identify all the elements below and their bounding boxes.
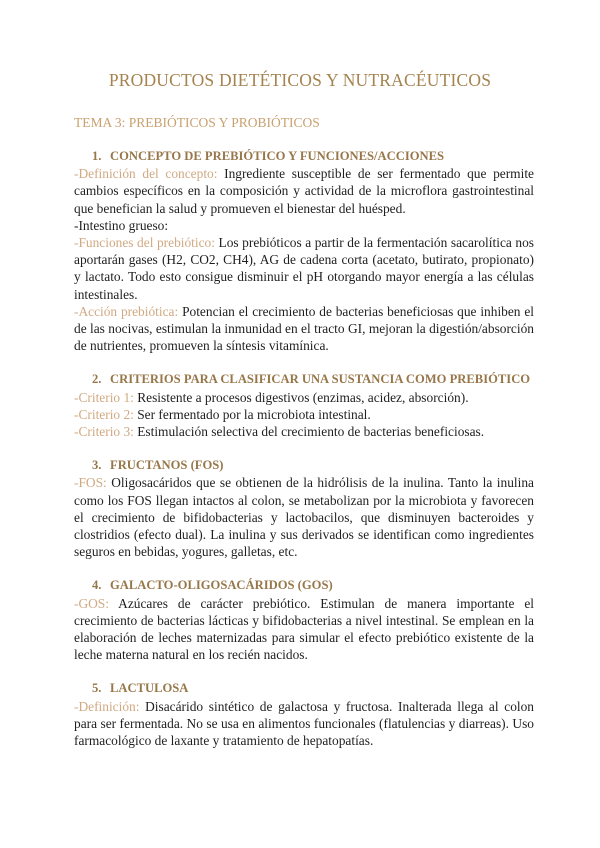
section-2 — [74, 371, 534, 440]
section-number: 5. — [92, 681, 102, 696]
section-number: 2. — [92, 372, 102, 387]
paragraph — [74, 474, 534, 560]
paragraph-label: -FOS: — [74, 475, 107, 491]
section-number: 4. — [92, 578, 102, 593]
paragraph-text: Estimulación selectiva del crecimiento de bacterias beneficiosas. — [133, 424, 485, 440]
section-title: CRITERIOS PARA CLASIFICAR UNA SUSTANCIA COMO PREBIÓTICO — [110, 372, 531, 387]
section-title: CONCEPTO DE PREBIÓTICO Y FUNCIONES/ACCIONES — [110, 149, 445, 163]
paragraph-label: -GOS: — [74, 595, 109, 611]
section-4 — [74, 577, 534, 663]
section-heading — [74, 680, 534, 697]
paragraph — [74, 234, 534, 303]
paragraph — [74, 698, 534, 750]
paragraph-text: Potencian el crecimiento de bacterias beneficiosas que inhiben el de las nocivas, estimulan la inmunidad en el tracto GI, mejoran la digestión/absorción de nutrientes, promueven la síntesis vitamínica. — [74, 303, 534, 354]
section-number: 1. — [92, 149, 102, 163]
document-body — [74, 148, 534, 766]
paragraph — [74, 389, 534, 406]
paragraph — [74, 423, 534, 440]
section-title: FRUCTANOS (FOS) — [110, 458, 224, 473]
section-heading — [74, 577, 534, 594]
section-heading — [74, 457, 534, 474]
section-5 — [74, 680, 534, 749]
paragraph-label: -Funciones del prebiótico: — [74, 235, 215, 251]
paragraph-text: Disacárido sintético de galactosa y fructosa. Inalterada llega al colon para ser fermentada. No se usa en alimentos funcionales (flatulencias y diarreas). Uso farmacológico de laxante y tratamiento de hepatopatías. — [74, 698, 534, 749]
paragraph — [74, 165, 534, 217]
paragraph-text: Los prebióticos a partir de la fermentación sacarolítica nos aportarán gases (H2, CO2, CH4), AG de cadena corta (acetato, butirato, propionato) y lactato. Todo esto consigue disminuir el pH otorgando mayor energía a las células intestinales. — [74, 235, 534, 302]
paragraph-label: -Definición: — [74, 698, 140, 714]
paragraph-label: -Definición del concepto: — [74, 166, 218, 182]
paragraph-text: Resistente a procesos digestivos (enzimas, acidez, absorción). — [133, 389, 469, 405]
topic-heading: TEMA 3: PREBIÓTICOS Y PROBIÓTICOS — [74, 115, 320, 130]
section-number: 3. — [92, 458, 102, 473]
document-title: PRODUCTOS DIETÉTICOS Y NUTRACÉUTICOS — [108, 70, 492, 90]
section-heading — [74, 148, 534, 165]
paragraph-text: -Intestino grueso: — [74, 217, 169, 233]
paragraph — [74, 595, 534, 664]
section-3 — [74, 457, 534, 560]
paragraph — [74, 217, 534, 234]
section-heading — [74, 371, 534, 388]
paragraph-text: Oligosacáridos que se obtienen de la hidrólisis de la inulina. Tanto la inulina como los FOS llegan intactos al colon, se metabolizan por la microbiota y favorecen el crecimiento de bifidobacterias y lactobacilos, que disminuyen bacteroides y clostridios (efecto dual). La inulina y sus derivados se identifican como ingredientes seguros en bebidas, yogures, galletas, etc. — [74, 475, 534, 560]
paragraph-text: Ser fermentado por la microbiota intestinal. — [133, 406, 371, 422]
paragraph-label: -Acción prebiótica: — [74, 303, 179, 319]
section-1 — [74, 148, 534, 354]
paragraph-text: Azúcares de carácter prebiótico. Estimulan de manera importante el crecimiento de bacterias lácticas y bifidobacterias a nivel intestinal. Se emplean en la elaboración de leches maternizadas para simular el efecto prebiótico existente de la leche materna natural en los recién nacidos. — [74, 595, 534, 663]
paragraph — [74, 303, 534, 355]
paragraph-label: -Criterio 3: — [74, 424, 134, 440]
section-title: GALACTO-OLIGOSACÁRIDOS (GOS) — [110, 578, 333, 593]
paragraph-text: Ingrediente susceptible de ser fermentado que permite cambios específicos en la composición y actividad de la microflora gastrointestinal que benefician la salud y promueven el bienestar del huésped. — [74, 166, 534, 216]
section-title: LACTULOSA — [110, 681, 189, 696]
paragraph-label: -Criterio 1: — [74, 389, 134, 405]
paragraph — [74, 406, 534, 423]
paragraph-label: -Criterio 2: — [74, 406, 134, 422]
